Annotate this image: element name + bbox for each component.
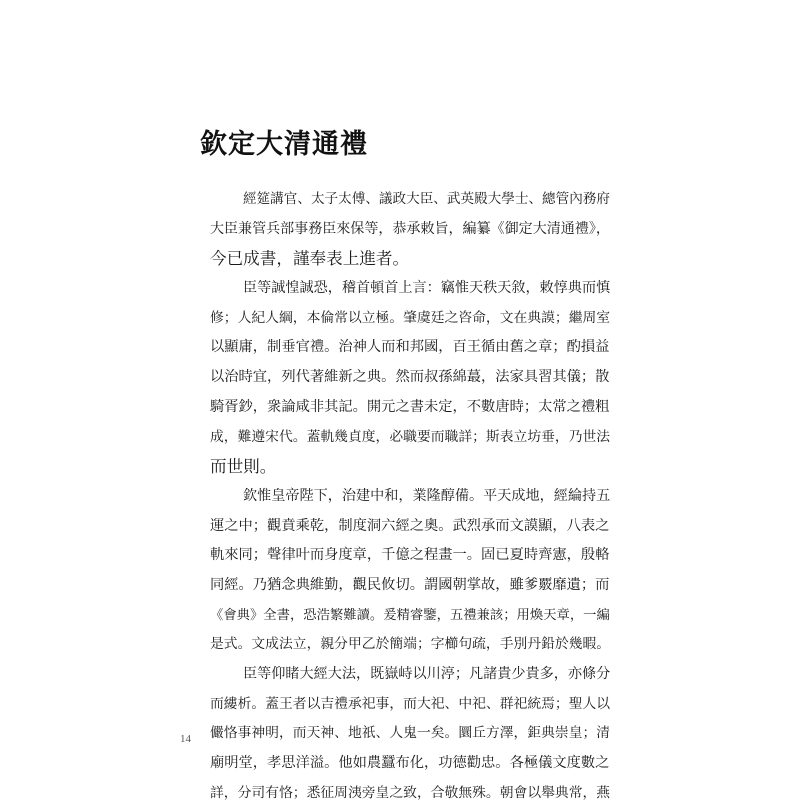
text-line: 軌來同；聲律叶而身度章，千億之程畫一。固已夏時齊憲，殷輅 [210, 547, 610, 564]
text-line: 而縷析。蓋王者以吉禮承祀事，而大祀、中祀、群祀統焉；聖人以 [210, 695, 611, 712]
text-line: 而世則。 [210, 457, 277, 477]
text-line: 今已成書，謹奉表上進者。 [210, 249, 410, 269]
text-line: 以顯庸，制垂官禮。治神人而和邦國，百王循由舊之章；酌損益 [210, 339, 610, 356]
text-line: 是式。文成法立，親分甲乙於簡端；字櫛句疏，手別丹鉛於幾暇。 [210, 636, 611, 653]
text-line: 運之中；觀賁乘乾，制度洞六經之奧。武烈承而文謨顯，八表之 [210, 517, 610, 534]
text-line: 欽惟皇帝陛下，治建中和，業隆醇備。平天成地，經綸持五 [243, 487, 611, 504]
page-number: 14 [180, 733, 191, 745]
text-line: 大臣兼管兵部事務臣來保等，恭承敕旨，編纂《御定大清通禮》， [210, 220, 610, 237]
text-line: 詳，分司有恪；悉征周洟旁皇之致，合敬無殊。朝會以舉典常，燕 [210, 784, 611, 801]
page-title: 欽定大清通禮 [200, 129, 368, 160]
text-line: 廟明堂，孝思洋溢。他如農蠶布化，功德勸忠。各極儀文度數之 [210, 755, 610, 772]
text-line: 修；人紀人綱，本倫常以立極。肇虞廷之咨命，文在典謨；繼周室 [210, 309, 611, 326]
text-line: 同經。乃猶念典維勤，觀民攸切。謂國朝掌故，雖爹覈靡遺；而 [210, 576, 610, 593]
text-line: 騎胥鈔，衆論咸非其記。開元之書未定，不數唐時；太常之禮粗 [210, 398, 610, 415]
text-line: 儼恪事神明，而天神、地祇、人鬼一矣。圜丘方澤，鉅典崇皇；清 [210, 725, 611, 742]
text-line: 經筵講官、太子太傅、議政大臣、武英殿大學士、總管內務府 [243, 191, 611, 207]
text-line: 臣等誠惶誠恐，稽首頓首上言：竊惟天秩天敘，敕惇典而慎 [243, 280, 611, 297]
text-line: 臣等仰睹大經大法，既嶽峙以川渟；凡諸貴少貴多，亦條分 [243, 666, 611, 682]
text-line: 《會典》全書，恐浩繁難讀。爰精睿鑒，五禮兼該；用煥天章，一編 [210, 607, 610, 623]
text-line: 以治時宜，列代著維新之典。然而叔孫綿蕞，法家具習其儀；散 [210, 369, 610, 386]
body-text [210, 185, 610, 808]
text-line: 成，難遵宋代。蓋軌幾貞度，必職要而職詳；斯表立坊垂，乃世法 [210, 428, 611, 445]
